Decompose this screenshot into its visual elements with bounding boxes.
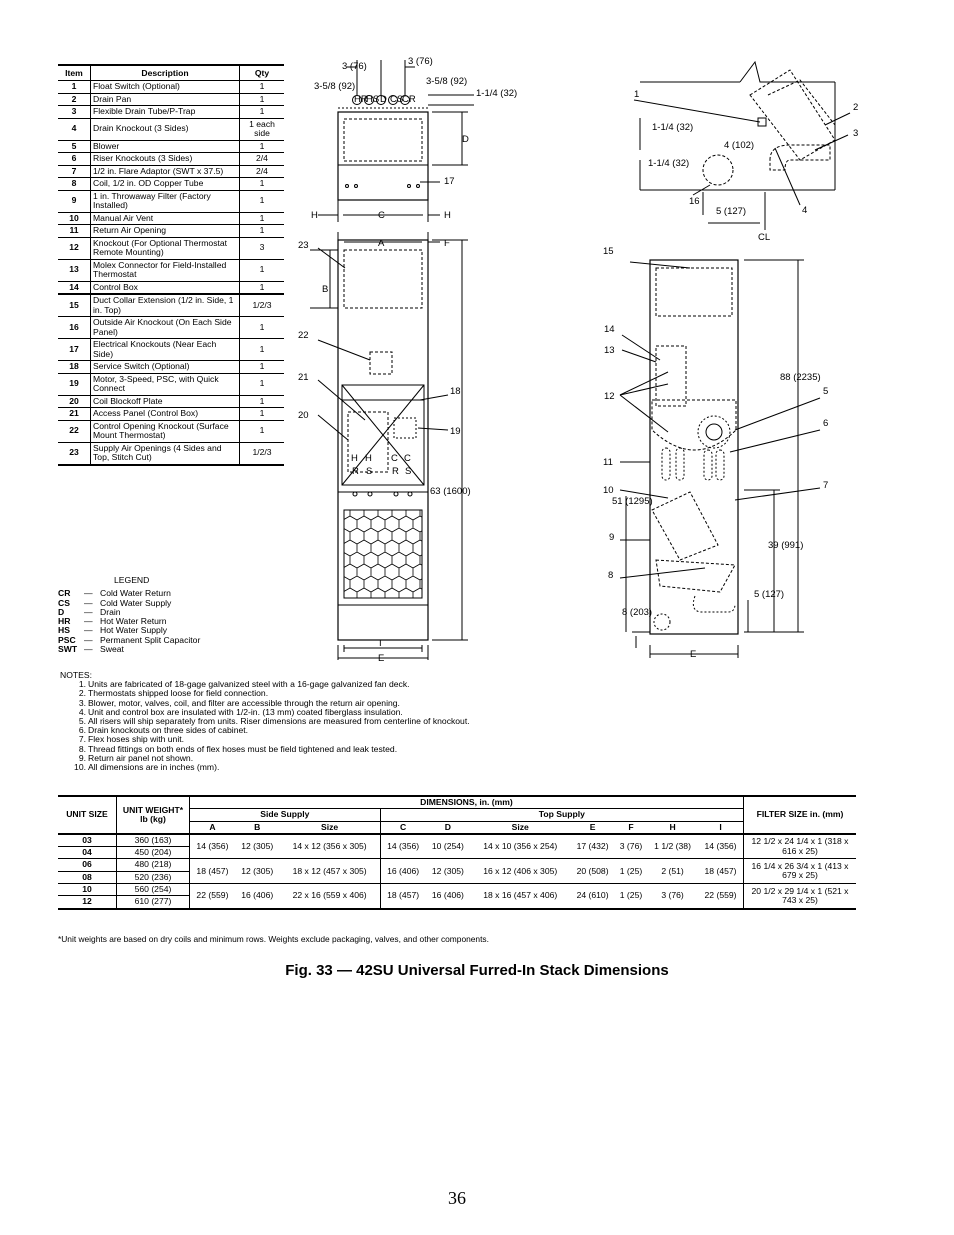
callout-3: 3	[853, 128, 859, 139]
item-number: 6	[58, 153, 91, 166]
dimensions-table	[58, 795, 856, 910]
legend-dash: —	[84, 625, 93, 636]
side-supply-header: Side Supply	[190, 809, 381, 821]
note-text: Thread fittings on both ends of flex hoses must be field tightened and leak tested.	[88, 743, 398, 754]
item-number: 11	[58, 225, 91, 238]
unit-size: 04	[58, 847, 117, 859]
dim-3-76-right: 3 (76)	[408, 56, 433, 67]
dim-3-58-right: 3-5/8 (92)	[426, 76, 468, 87]
dim-value-E: 24 (610)	[570, 884, 615, 909]
legend-abbr: D	[58, 606, 65, 617]
item-number: 8	[58, 178, 91, 191]
label-E-front: E	[378, 653, 385, 664]
dim-3-58-left: 3-5/8 (92)	[314, 81, 356, 92]
item-number: 5	[58, 140, 91, 153]
callout-15: 15	[603, 246, 614, 257]
dims-row	[58, 884, 856, 896]
item-qty: 1	[240, 140, 285, 153]
item-description: Return Air Opening	[91, 225, 240, 238]
item-number: 22	[58, 420, 91, 442]
item-description: Duct Collar Extension (1/2 in. Side, 1 in. Top)	[91, 294, 240, 317]
conn-letter: R	[392, 466, 399, 477]
callout-6: 6	[823, 418, 829, 429]
dims-row	[58, 859, 856, 871]
item-number: 17	[58, 339, 91, 361]
unit-weight: 480 (218)	[117, 859, 190, 871]
dim-value-F: 1 (25)	[615, 884, 647, 909]
unit-size: 10	[58, 884, 117, 896]
dim-value-H: 2 (51)	[647, 859, 698, 884]
note-text: Return air panel not shown.	[88, 752, 194, 763]
item-description: Access Panel (Control Box)	[91, 408, 240, 421]
item-qty: 1	[240, 106, 285, 119]
page-number: 36	[448, 1188, 466, 1208]
callout-16: 16	[689, 196, 700, 207]
dim-value-side-size: 14 x 12 (356 x 305)	[280, 834, 381, 859]
item-qty: 1	[240, 212, 285, 225]
callout-13: 13	[604, 345, 615, 356]
item-number: 2	[58, 93, 91, 106]
note-number: 10.	[74, 762, 86, 773]
dim-value-D: 12 (305)	[426, 859, 471, 884]
dim-value-B: 12 (305)	[235, 834, 280, 859]
note-text: All risers will ship separately from units. Riser dimensions are measured from centerline of knockout.	[88, 716, 470, 727]
dim-value-H: 3 (76)	[647, 884, 698, 909]
item-qty: 1 each side	[240, 118, 285, 140]
callout-5: 5	[823, 386, 829, 397]
legend-dash: —	[84, 606, 93, 617]
dim-value-side-size: 18 x 12 (457 x 305)	[280, 859, 381, 884]
item-qty: 1	[240, 259, 285, 281]
dim-value-E: 20 (508)	[570, 859, 615, 884]
dim-5-127-side: 5 (127)	[754, 589, 785, 600]
item-description: Knockout (For Optional Thermostat Remote Mounting)	[91, 237, 240, 259]
dim-88-2235: 88 (2235)	[780, 372, 821, 383]
item-qty: 1/2/3	[240, 294, 285, 317]
dims-col-header: F	[615, 821, 647, 834]
riser-label: HS	[366, 94, 380, 105]
note-text: Units are fabricated of 18-gage galvanized steel with a 16-gage galvanized fan deck.	[88, 679, 410, 690]
dim-value-A: 14 (356)	[190, 834, 235, 859]
unit-weight: 360 (163)	[117, 834, 190, 847]
item-description: Service Switch (Optional)	[91, 361, 240, 374]
item-qty: 1	[240, 317, 285, 339]
item-qty: 1	[240, 81, 285, 94]
legend-dash: —	[84, 634, 93, 645]
callout-4: 4	[802, 205, 808, 216]
dims-footnote: *Unit weights are based on dry coils and minimum rows. Weights exclude packaging, valves, and other components.	[58, 934, 489, 944]
note-number: 9.	[78, 752, 86, 763]
item-description: 1 in. Throwaway Filter (Factory Installed)	[91, 190, 240, 212]
unit-size: 06	[58, 859, 117, 871]
label-B: B	[322, 284, 329, 295]
callout-21: 21	[298, 372, 309, 383]
unit-weight: 450 (204)	[117, 847, 190, 859]
qty-col-header: Qty	[240, 65, 285, 81]
dim-8-203: 8 (203)	[622, 607, 653, 618]
item-number: 10	[58, 212, 91, 225]
note-text: Flex hoses ship with unit.	[88, 734, 185, 745]
label-H-left: H	[311, 210, 318, 221]
dim-39-991: 39 (991)	[768, 540, 804, 551]
note-text: All dimensions are in inches (mm).	[88, 762, 220, 773]
item-description: Outside Air Knockout (On Each Side Panel)	[91, 317, 240, 339]
figure-caption: Fig. 33 — 42SU Universal Furred-In Stack Dimensions	[285, 962, 669, 979]
item-description: Motor, 3-Speed, PSC, with Quick Connect	[91, 373, 240, 395]
dims-row	[58, 834, 856, 847]
conn-letter: S	[366, 466, 373, 477]
note-text: Unit and control box are insulated with 1/2-in. (13 mm) coated fiberglass insulation.	[88, 706, 403, 717]
centerline-mark: CL	[758, 232, 771, 243]
callout-10: 10	[603, 485, 614, 496]
dim-value-F: 1 (25)	[615, 859, 647, 884]
item-number: 21	[58, 408, 91, 421]
dimensions-header: DIMENSIONS, in. (mm)	[190, 796, 744, 809]
item-number: 16	[58, 317, 91, 339]
callout-20: 20	[298, 410, 309, 421]
item-number: 14	[58, 281, 91, 294]
item-description: Coil Blockoff Plate	[91, 395, 240, 408]
dims-col-header: Size	[470, 821, 570, 834]
conn-letter: R	[352, 466, 359, 477]
label-A: A	[378, 238, 385, 249]
legend-meaning: Permanent Split Capacitor	[100, 634, 201, 645]
dim-value-H: 1 1/2 (38)	[647, 834, 698, 859]
note-text: Drain knockouts on three sides of cabinet.	[88, 725, 249, 736]
dim-value-top-size: 16 x 12 (406 x 305)	[470, 859, 570, 884]
item-qty: 3	[240, 237, 285, 259]
dim-1-14-top: 1-1/4 (32)	[476, 88, 518, 99]
item-qty: 1	[240, 395, 285, 408]
dim-63-1600: 63 (1600)	[430, 486, 471, 497]
dims-col-header: D	[426, 821, 471, 834]
conn-letter: S	[405, 466, 412, 477]
note-number: 2.	[78, 688, 86, 699]
unit-size: 12	[58, 896, 117, 909]
dim-value-I: 18 (457)	[698, 859, 743, 884]
item-number: 13	[58, 259, 91, 281]
callout-11: 11	[603, 457, 613, 468]
dim-value-C: 16 (406)	[380, 859, 425, 884]
callout-12: 12	[604, 391, 615, 402]
dims-col-header: H	[647, 821, 698, 834]
note-text: Thermostats shipped loose for field connection.	[88, 688, 269, 699]
dim-value-I: 14 (356)	[698, 834, 743, 859]
note-number: 8.	[78, 743, 86, 754]
item-number: 15	[58, 294, 91, 317]
legend-title: LEGEND	[114, 575, 150, 585]
item-number: 18	[58, 361, 91, 374]
label-D: D	[462, 134, 469, 145]
legend-dash: —	[84, 616, 93, 627]
unit-size-header: UNIT SIZE	[58, 796, 117, 834]
description-col-header: Description	[91, 65, 240, 81]
dim-value-C: 14 (356)	[380, 834, 425, 859]
dim-5-127-detail: 5 (127)	[716, 206, 747, 217]
item-number: 1	[58, 81, 91, 94]
dim-value-side-size: 22 x 16 (559 x 406)	[280, 884, 381, 909]
item-description: Molex Connector for Field-Installed Thermostat	[91, 259, 240, 281]
legend-meaning: Cold Water Return	[100, 588, 171, 599]
dim-value-filter: 20 1/2 x 29 1/4 x 1 (521 x 743 x 25)	[744, 884, 857, 909]
dims-table-body	[58, 834, 856, 909]
note-number: 5.	[78, 716, 86, 727]
item-number: 20	[58, 395, 91, 408]
item-qty: 2/4	[240, 165, 285, 178]
item-number: 4	[58, 118, 91, 140]
item-col-header: Item	[58, 65, 91, 81]
callout-2: 2	[853, 102, 859, 113]
item-description: Supply Air Openings (4 Sides and Top, Stitch Cut)	[91, 442, 240, 465]
item-description: 1/2 in. Flare Adaptor (SWT x 37.5)	[91, 165, 240, 178]
item-description: Flexible Drain Tube/P-Trap	[91, 106, 240, 119]
item-qty: 1	[240, 281, 285, 294]
note-number: 4.	[78, 706, 86, 717]
dim-value-I: 22 (559)	[698, 884, 743, 909]
dims-col-header: Size	[280, 821, 381, 834]
label-I: I	[379, 638, 382, 649]
top-supply-header: Top Supply	[380, 809, 743, 821]
legend-abbr: HS	[58, 625, 70, 636]
item-qty: 2/4	[240, 153, 285, 166]
item-description: Control Box	[91, 281, 240, 294]
dims-col-header: E	[570, 821, 615, 834]
dim-4-102: 4 (102)	[724, 140, 755, 151]
dims-col-header: B	[235, 821, 280, 834]
note-number: 6.	[78, 725, 86, 736]
legend-abbr: PSC	[58, 634, 76, 645]
label-C: C	[378, 210, 385, 221]
item-qty: 1/2/3	[240, 442, 285, 465]
dim-1-14-a: 1-1/4 (32)	[652, 122, 694, 133]
note-number: 3.	[78, 697, 86, 708]
dim-value-filter: 12 1/2 x 24 1/4 x 1 (318 x 616 x 25)	[744, 834, 857, 859]
conn-letter: H	[351, 453, 358, 464]
dim-value-D: 10 (254)	[426, 834, 471, 859]
callout-8: 8	[608, 570, 614, 581]
item-qty: 1	[240, 178, 285, 191]
dims-col-header: A	[190, 821, 235, 834]
item-qty: 1	[240, 408, 285, 421]
item-description: Riser Knockouts (3 Sides)	[91, 153, 240, 166]
item-number: 9	[58, 190, 91, 212]
dim-value-B: 12 (305)	[235, 859, 280, 884]
item-description: Coil, 1/2 in. OD Copper Tube	[91, 178, 240, 191]
dim-value-top-size: 18 x 16 (457 x 406)	[470, 884, 570, 909]
dim-1-14-b: 1-1/4 (32)	[648, 158, 690, 169]
notes-title: NOTES:	[60, 670, 92, 680]
item-number: 19	[58, 373, 91, 395]
item-description: Drain Knockout (3 Sides)	[91, 118, 240, 140]
legend-dash: —	[84, 644, 93, 655]
item-description: Control Opening Knockout (Surface Mount Thermostat)	[91, 420, 240, 442]
conn-letter: H	[365, 453, 372, 464]
legend-meaning: Drain	[100, 606, 121, 617]
item-description: Drain Pan	[91, 93, 240, 106]
item-number: 12	[58, 237, 91, 259]
unit-weight: 520 (236)	[117, 871, 190, 883]
item-description: Electrical Knockouts (Near Each Side)	[91, 339, 240, 361]
item-qty: 1	[240, 225, 285, 238]
label-F: F	[444, 238, 450, 249]
dim-value-B: 16 (406)	[235, 884, 280, 909]
dim-value-A: 18 (457)	[190, 859, 235, 884]
legend-dash: —	[84, 597, 93, 608]
legend-meaning: Sweat	[100, 644, 124, 655]
item-qty: 1	[240, 420, 285, 442]
dim-value-F: 3 (76)	[615, 834, 647, 859]
unit-weight-header: UNIT WEIGHT* lb (kg)	[117, 796, 190, 834]
item-qty: 1	[240, 361, 285, 374]
unit-size: 08	[58, 871, 117, 883]
callout-23: 23	[298, 240, 309, 251]
legend-dash: —	[84, 588, 93, 599]
item-number: 7	[58, 165, 91, 178]
conn-letter: C	[391, 453, 398, 464]
callout-19: 19	[450, 426, 461, 437]
dims-col-header: C	[380, 821, 425, 834]
dim-value-top-size: 14 x 10 (356 x 254)	[470, 834, 570, 859]
legend-abbr: CR	[58, 588, 71, 599]
unit-size: 03	[58, 834, 117, 847]
dim-value-C: 18 (457)	[380, 884, 425, 909]
unit-weight: 560 (254)	[117, 884, 190, 896]
dim-3-76-left: 3 (76)	[342, 61, 367, 72]
item-description: Float Switch (Optional)	[91, 81, 240, 94]
callout-17: 17	[444, 176, 455, 187]
callout-18: 18	[450, 386, 461, 397]
note-number: 7.	[78, 734, 86, 745]
callout-22: 22	[298, 330, 309, 341]
item-number: 23	[58, 442, 91, 465]
dim-value-filter: 16 1/4 x 26 3/4 x 1 (413 x 679 x 25)	[744, 859, 857, 884]
callout-9: 9	[609, 532, 615, 543]
riser-label: CR	[402, 94, 416, 105]
riser-label: HR	[354, 94, 368, 105]
conn-letter: C	[404, 453, 411, 464]
front-view-drawing	[310, 232, 468, 660]
item-qty: 1	[240, 190, 285, 212]
callout-1: 1	[634, 89, 640, 100]
label-H-right: H	[444, 210, 451, 221]
item-qty: 1	[240, 339, 285, 361]
legend-meaning: Hot Water Supply	[100, 625, 168, 636]
riser-label: D	[380, 94, 387, 105]
dim-value-D: 16 (406)	[426, 884, 471, 909]
legend-meaning: Cold Water Supply	[100, 597, 172, 608]
legend-abbr: CS	[58, 597, 70, 608]
item-description: Manual Air Vent	[91, 212, 240, 225]
legend-meaning: Hot Water Return	[100, 616, 167, 627]
item-number: 3	[58, 106, 91, 119]
label-E-side: E	[690, 649, 697, 660]
riser-label: CS	[390, 94, 404, 105]
filter-size-header: FILTER SIZE in. (mm)	[744, 796, 857, 834]
legend-abbr: HR	[58, 616, 71, 627]
item-qty: 1	[240, 93, 285, 106]
item-qty: 1	[240, 373, 285, 395]
note-item	[60, 763, 470, 772]
side-view-drawing	[620, 260, 820, 658]
note-text: Blower, motor, valves, coil, and filter are accessible through the return air opening.	[88, 697, 400, 708]
dims-col-header: I	[698, 821, 743, 834]
dim-51-1295: 51 (1295)	[612, 496, 653, 507]
item-description: Blower	[91, 140, 240, 153]
callout-14: 14	[604, 324, 615, 335]
callout-7: 7	[823, 480, 829, 491]
unit-weight: 610 (277)	[117, 896, 190, 909]
note-number: 1.	[78, 679, 86, 690]
dim-value-A: 22 (559)	[190, 884, 235, 909]
legend-abbr: SWT	[58, 644, 78, 655]
dim-value-E: 17 (432)	[570, 834, 615, 859]
